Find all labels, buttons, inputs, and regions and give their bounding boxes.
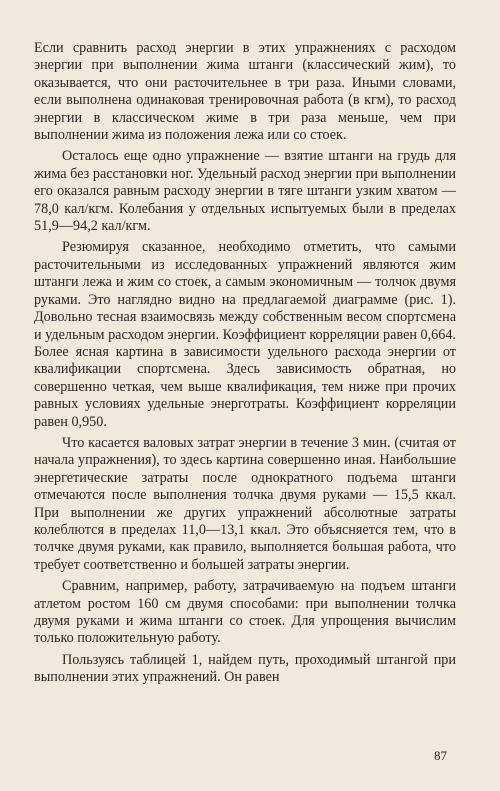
page-number: 87: [434, 748, 447, 763]
paragraph: Если сравнить расход энергии в этих упражнениях с расходом энергии при выполнении жима штанги (классический жим), то оказывается, что они расточительнее в три раза. Иными словами, если выполнена одинаковая тренировочная работа (в кгм), то расход энергии в классическом жиме в три раза меньше, чем при выполнении жима из положения лежа или со стоек.: [34, 40, 456, 144]
paragraph: Что касается валовых затрат энергии в течение 3 мин. (считая от начала упражнения), то здесь картина совершенно иная. Наибольшие энергетические затраты после однократного подъема штанги отмечаются после выполнения толчка двумя руками — 15,5 ккал. При выполнении же других упражнений абсолютные затраты колеблются в пределах 11,0—13,1 ккал. Это объясняется тем, что в толчке двумя руками, как правило, выполняется большая работа, что требует соответственно и большей затраты энергии.: [34, 434, 456, 573]
body-text: [34, 40, 456, 691]
paragraph: Пользуясь таблицей 1, найдем путь, проходимый штангой при выполнении этих упражнений. Он равен: [34, 651, 456, 686]
paragraph: Осталось еще одно упражнение — взятие штанги на грудь для жима без расстановки ног. Удельный расход энергии при выполнении его оказался равным расходу энергии в тяге штанги узким хватом — 78,0 кал/кгм. Колебания у отдельных испытуемых были в пределах 51,9—94,2 кал/кгм.: [34, 148, 456, 235]
paragraph: Сравним, например, работу, затрачиваемую на подъем штанги атлетом ростом 160 см двумя способами: при выполнении толчка двумя руками и жима штанги со стоек. Для упрощения вычислим только положительную работу.: [34, 578, 456, 647]
paragraph: Резюмируя сказанное, необходимо отметить, что самыми расточительными из исследованных упражнений являются жим штанги лежа и жим со стоек, а самым экономичным — толчок двумя руками. Это наглядно видно на предлагаемой диаграмме (рис. 1). Довольно тесная взаимосвязь между собственным весом спортсмена и удельным расходом энергии. Коэффициент корреляции равен 0,664. Более ясная картина в зависимости удельного расхода энергии от квалификации спортсмена. Здесь зависимость обратная, но совершенно четкая, чем выше квалификация, тем ниже при прочих равных условиях удельные энерготраты. Коэффициент корреляции равен 0,950.: [34, 239, 456, 430]
